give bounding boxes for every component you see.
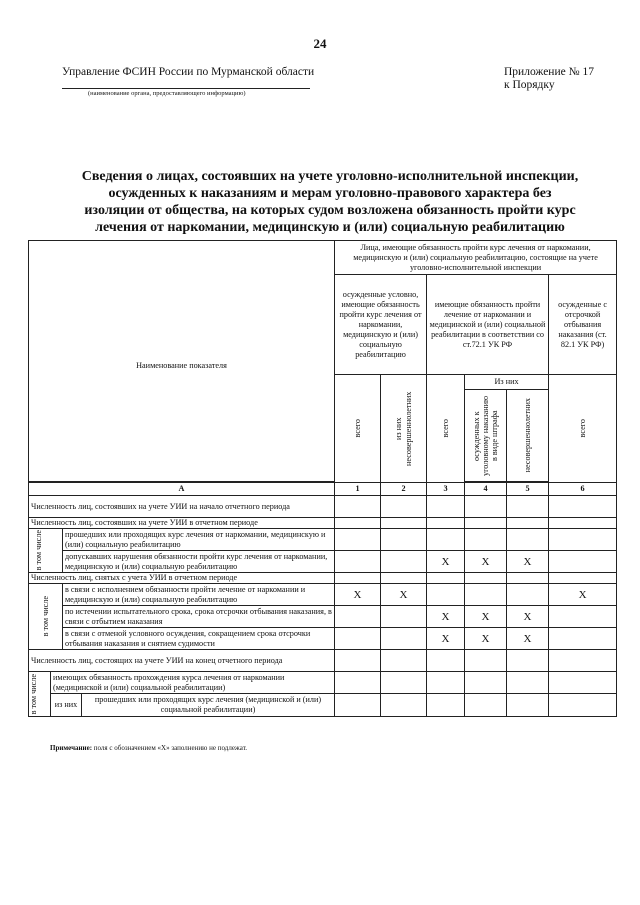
x-cell: Х xyxy=(465,551,507,573)
organization-name: Управление ФСИН России по Мурманской области xyxy=(62,66,315,78)
col-num-1: 1 xyxy=(335,483,381,496)
footnote-label: Примечание: xyxy=(50,744,93,752)
col4-header: осужденных к уголовному наказанию в виде штрафа xyxy=(465,390,507,481)
col2-header: из них несовершеннолетних xyxy=(381,375,427,483)
cell[interactable] xyxy=(507,529,549,551)
cell[interactable] xyxy=(549,694,617,717)
cell[interactable] xyxy=(335,551,381,573)
table-row xyxy=(29,518,617,529)
appendix-number: Приложение № 17 xyxy=(504,66,594,78)
cell[interactable] xyxy=(427,518,465,529)
iz-nih-label: Из них xyxy=(465,375,548,390)
subheader-conditional: осужденные условно, имеющие обязанность пройти курс лечения от наркомании, медицинскую и (или) социальную реабилитацию xyxy=(335,275,427,375)
cell[interactable] xyxy=(381,573,427,584)
row-label: по истечении испытательного срока, срока отсрочки отбывания наказания, в связи с отбытием наказания xyxy=(63,606,335,628)
table-row xyxy=(29,529,617,551)
cell[interactable] xyxy=(465,584,507,606)
col-num-2: 2 xyxy=(381,483,427,496)
col-num-3: 3 xyxy=(427,483,465,496)
x-cell: Х xyxy=(549,584,617,606)
cell[interactable] xyxy=(335,573,381,584)
table-row xyxy=(29,628,617,650)
cell[interactable] xyxy=(335,650,381,672)
organization-underline xyxy=(62,88,310,89)
x-cell: Х xyxy=(427,551,465,573)
x-cell: Х xyxy=(507,551,549,573)
cell[interactable] xyxy=(335,496,381,518)
cell[interactable] xyxy=(335,529,381,551)
cell[interactable] xyxy=(381,518,427,529)
col6-header: всего xyxy=(549,375,617,483)
table-row xyxy=(29,573,617,584)
cell[interactable] xyxy=(427,529,465,551)
table-row xyxy=(29,496,617,518)
table-row xyxy=(29,606,617,628)
page-number: 24 xyxy=(313,36,327,51)
col-num-6: 6 xyxy=(549,483,617,496)
cell[interactable] xyxy=(381,628,427,650)
x-cell: Х xyxy=(335,584,381,606)
col-num-4: 4 xyxy=(465,483,507,496)
row-label: Численность лиц, состоявших на учете УИИ на начало отчетного периода xyxy=(29,496,335,518)
x-cell: Х xyxy=(465,606,507,628)
cell[interactable] xyxy=(427,650,465,672)
cell[interactable] xyxy=(465,496,507,518)
cell[interactable] xyxy=(335,694,381,717)
cell[interactable] xyxy=(381,606,427,628)
cell[interactable] xyxy=(427,573,465,584)
v-tom-chisle-label: в том числе xyxy=(29,672,51,717)
cell[interactable] xyxy=(549,551,617,573)
cell[interactable] xyxy=(381,529,427,551)
table-row xyxy=(29,672,617,694)
x-cell: Х xyxy=(427,606,465,628)
appendix-reference xyxy=(504,66,594,92)
cell[interactable] xyxy=(465,672,507,694)
v-tom-chisle-label: в том числе xyxy=(29,584,63,650)
cell[interactable] xyxy=(507,518,549,529)
cell[interactable] xyxy=(427,496,465,518)
row-label: имеющих обязанность прохождения курса лечения от наркомании (медицинской и (или) социальной реабилитации) xyxy=(51,672,335,694)
x-cell: Х xyxy=(465,628,507,650)
cell[interactable] xyxy=(549,573,617,584)
organization-caption: (наименование органа, предоставляющего информацию) xyxy=(88,90,246,97)
cell[interactable] xyxy=(427,694,465,717)
cell[interactable] xyxy=(381,551,427,573)
cell[interactable] xyxy=(507,584,549,606)
cell[interactable] xyxy=(335,518,381,529)
appendix-order: к Порядку xyxy=(504,79,555,91)
iz-nih-sub-label: из них xyxy=(51,694,82,716)
cell[interactable] xyxy=(381,672,427,694)
cell[interactable] xyxy=(549,529,617,551)
row-label: прошедших или проходящих курс лечения от наркомании, медицинскую и (или) социальную реабилитацию xyxy=(63,529,335,551)
document-title: Сведения о лицах, состоявших на учете уголовно-исполнительной инспекции, осужденных к наказаниям и мерам уголовно-правового характера без изоляции от общества, на которых судом возложена обязанность пройти курс лечения от наркомании, медицинскую и (или) социальную реабилитацию xyxy=(81,169,579,235)
cell[interactable] xyxy=(465,529,507,551)
table-row xyxy=(29,650,617,672)
cell[interactable] xyxy=(381,496,427,518)
x-cell: Х xyxy=(427,628,465,650)
col1-header: всего xyxy=(335,375,381,483)
cell[interactable] xyxy=(335,628,381,650)
table-row xyxy=(29,584,617,606)
table-row xyxy=(29,551,617,573)
row-label: в связи с исполнением обязанности пройти лечение от наркомании и медицинскую и (или) социальную реабилитацию xyxy=(63,584,335,606)
cell[interactable] xyxy=(549,672,617,694)
cell[interactable] xyxy=(335,606,381,628)
footnote-text: поля с обозначением «Х» заполнению не подлежат. xyxy=(92,744,247,752)
cell[interactable] xyxy=(381,694,427,717)
iz-nih-sub-block xyxy=(51,694,335,717)
subheader-article-72-1: имеющие обязанность пройти лечение от наркомании и медицинской и (или) социальной реабилитации в соответствии со ст.72.1 УК РФ xyxy=(427,275,549,375)
cell[interactable] xyxy=(507,650,549,672)
cell[interactable] xyxy=(507,573,549,584)
row-label: в связи с отменой условного осуждения, сокращением срока отсрочки отбывания наказания и снятием судимости xyxy=(63,628,335,650)
cell[interactable] xyxy=(427,672,465,694)
v-tom-chisle-label: в том числе xyxy=(29,529,63,573)
cell[interactable] xyxy=(549,606,617,628)
row-label: прошедших или проходящих курс лечения (медицинской и (или) социальной реабилитации) xyxy=(94,695,322,714)
col-num-5: 5 xyxy=(507,483,549,496)
cell[interactable] xyxy=(465,573,507,584)
cell[interactable] xyxy=(549,628,617,650)
cell[interactable] xyxy=(465,518,507,529)
cell[interactable] xyxy=(381,650,427,672)
cell[interactable] xyxy=(507,496,549,518)
col5-header: несовершеннолетних xyxy=(522,398,532,473)
row-label: Численность лиц, состоящих на учете УИИ на конец отчетного периода xyxy=(29,650,335,672)
col3-header: всего xyxy=(427,375,465,483)
row-label: Численность лиц, состоявших на учете УИИ в отчетном периоде xyxy=(29,518,335,529)
iz-nih-group xyxy=(465,375,549,482)
x-cell: Х xyxy=(507,628,549,650)
col-a-label: А xyxy=(29,483,335,496)
footnote xyxy=(50,744,247,752)
indicator-header: Наименование показателя xyxy=(29,241,335,482)
cell[interactable] xyxy=(465,650,507,672)
cell[interactable] xyxy=(549,518,617,529)
table-row xyxy=(29,694,617,717)
row-label: Численность лиц, снятых с учета УИИ в отчетном периоде xyxy=(29,573,335,584)
cell[interactable] xyxy=(507,694,549,717)
cell[interactable] xyxy=(549,496,617,518)
row-label: допускавших нарушения обязанности пройти курс лечения от наркомании, медицинскую и (или) социальную реабилитацию xyxy=(63,551,335,573)
x-cell: Х xyxy=(381,584,427,606)
x-cell: Х xyxy=(507,606,549,628)
cell[interactable] xyxy=(507,672,549,694)
cell[interactable] xyxy=(465,694,507,717)
group-header: Лица, имеющие обязанность пройти курс лечения от наркомании, медицинскую и (или) социальную реабилитацию, состоящие на учете уголовно-исполнительной инспекции xyxy=(335,241,617,275)
report-table xyxy=(28,240,617,717)
cell[interactable] xyxy=(549,650,617,672)
subheader-deferral: осужденные с отсрочкой отбывания наказания (ст. 82.1 УК РФ) xyxy=(549,275,617,375)
cell[interactable] xyxy=(335,672,381,694)
cell[interactable] xyxy=(427,584,465,606)
